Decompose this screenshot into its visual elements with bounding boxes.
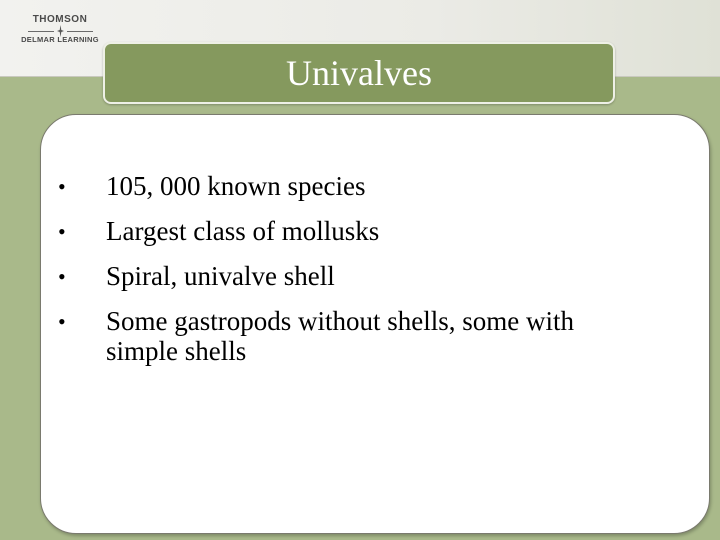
logo-rule-right [67, 31, 93, 32]
slide-title-bar [103, 42, 615, 104]
bullet-marker: • [58, 309, 66, 334]
bullet-text: Spiral, univalve shell [106, 261, 335, 291]
bullet-text-continued: simple shells [106, 336, 247, 366]
bullet-text: Largest class of mollusks [106, 216, 380, 246]
bullet-marker: • [58, 219, 66, 244]
logo-rule-left [28, 31, 54, 32]
logo-text-thomson: THOMSON [32, 14, 88, 25]
bullet-marker: • [58, 264, 66, 289]
list-item [58, 209, 658, 254]
list-item [58, 299, 658, 366]
bullet-list [58, 164, 658, 366]
bullet-text: 105, 000 known species [106, 171, 366, 201]
content-panel [40, 114, 710, 534]
bullet-text: Some gastropods without shells, some with [106, 306, 574, 336]
logo-text-delmar: DELMAR LEARNING [21, 35, 99, 44]
slide-title: Univalves [286, 53, 432, 93]
list-item [58, 254, 658, 299]
publisher-logo [14, 14, 106, 48]
bullet-marker: • [58, 174, 66, 199]
list-item [58, 164, 658, 209]
